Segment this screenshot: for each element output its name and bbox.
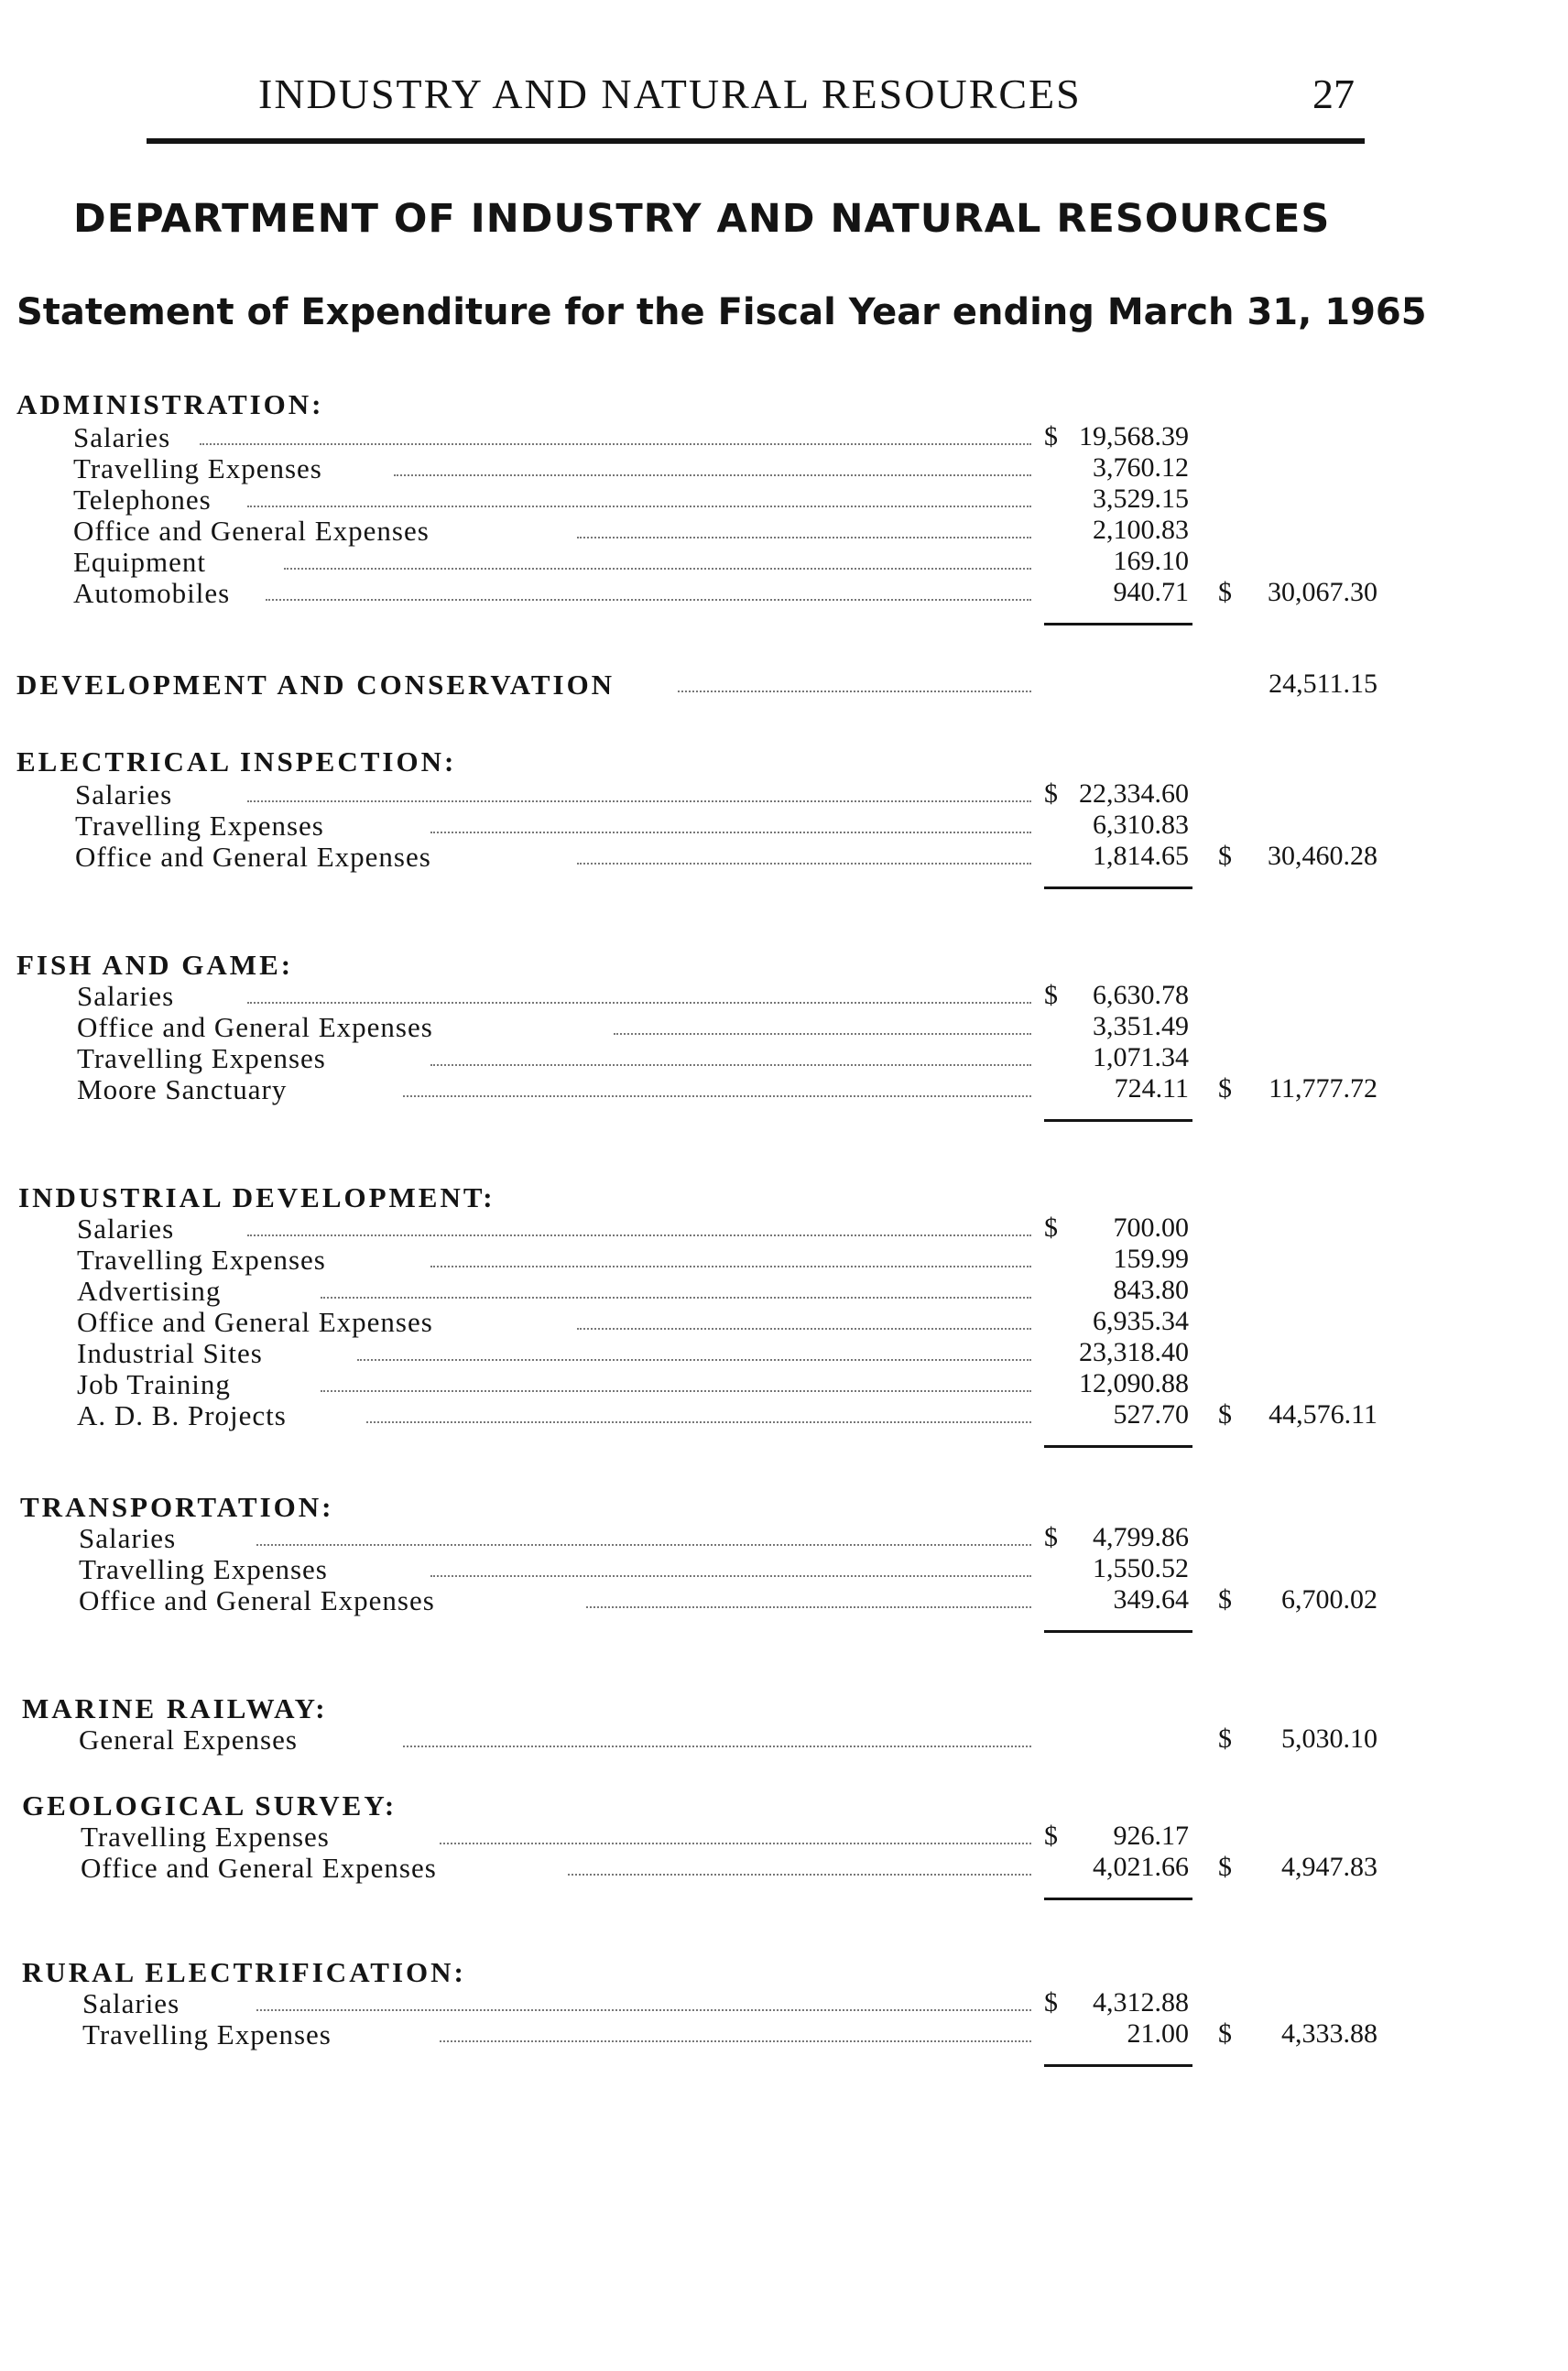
line-item (0, 1042, 1568, 1073)
item-amount: 4,799.86 (1093, 1522, 1189, 1552)
line-item (0, 1584, 1568, 1615)
dot-leader (568, 1874, 1031, 1876)
subtotal-rule (1044, 2064, 1192, 2067)
dollar-sign: $ (1218, 1073, 1232, 1104)
item-label: Job Training (77, 1368, 231, 1400)
line-item (0, 1011, 1568, 1042)
item-label: Office and General Expenses (81, 1852, 437, 1884)
header-rule (147, 138, 1365, 144)
page-header (0, 70, 1568, 134)
item-label: Salaries (73, 421, 171, 453)
dollar-sign: $ (1218, 841, 1232, 871)
line-item (0, 1337, 1568, 1368)
item-label: Salaries (77, 980, 175, 1012)
dot-leader (366, 1421, 1031, 1423)
dollar-sign: $ (1218, 1399, 1232, 1430)
dollar-sign: $ (1218, 577, 1232, 607)
item-amount: 349.64 (1113, 1584, 1189, 1615)
dot-leader (430, 1575, 1031, 1577)
item-label: Automobiles (73, 577, 231, 609)
item-amount: 19,568.39 (1079, 421, 1189, 451)
line-item (0, 1399, 1568, 1430)
line-item (0, 1073, 1568, 1104)
item-amount: 3,529.15 (1093, 484, 1189, 514)
dollar-sign: $ (1218, 1584, 1232, 1615)
item-label: Moore Sanctuary (77, 1073, 288, 1105)
item-label: Office and General Expenses (73, 515, 430, 547)
item-amount: 4,021.66 (1093, 1852, 1189, 1882)
section-heading: INDUSTRIAL DEVELOPMENT: (18, 1181, 495, 1213)
dollar-sign: $ (1218, 1852, 1232, 1882)
item-label: Office and General Expenses (77, 1011, 433, 1043)
dot-leader (247, 1002, 1031, 1004)
section-total: 30,067.30 (1268, 577, 1377, 607)
dollar-sign: $ (1044, 1522, 1058, 1552)
dot-leader (266, 599, 1031, 601)
item-label: Industrial Sites (77, 1337, 263, 1369)
dollar-sign: $ (1044, 1987, 1058, 2018)
subtotal-rule (1044, 1898, 1192, 1900)
dot-leader (440, 2040, 1031, 2042)
dot-leader (577, 537, 1031, 538)
line-item (0, 1213, 1568, 1244)
item-label: General Expenses (79, 1724, 298, 1756)
item-amount: 22,334.60 (1079, 778, 1189, 809)
item-amount: 159.99 (1113, 1244, 1189, 1274)
item-label: Travelling Expenses (79, 1553, 328, 1585)
dot-leader (430, 1266, 1031, 1267)
section-heading: DEVELOPMENT AND CONSERVATION (16, 669, 615, 701)
item-amount: 940.71 (1113, 577, 1189, 607)
dot-leader (247, 506, 1031, 507)
dollar-sign: $ (1218, 2018, 1232, 2049)
dot-leader (200, 443, 1031, 445)
page-number: 27 (1312, 71, 1355, 117)
line-item (0, 577, 1568, 608)
line-item (0, 421, 1568, 452)
section-heading: RURAL ELECTRIFICATION: (22, 1956, 466, 1988)
item-amount: 1,814.65 (1093, 841, 1189, 871)
item-label: Salaries (77, 1213, 175, 1245)
subtotal-rule (1044, 886, 1192, 889)
item-label: Salaries (75, 778, 173, 810)
item-amount: 6,935.34 (1093, 1306, 1189, 1336)
item-label: Advertising (77, 1275, 222, 1307)
section-heading: GEOLOGICAL SURVEY: (22, 1789, 397, 1822)
line-item (0, 810, 1568, 841)
line-item (0, 1275, 1568, 1306)
item-amount: 1,550.52 (1093, 1553, 1189, 1583)
dollar-sign: $ (1044, 1821, 1058, 1851)
dot-leader (403, 1746, 1031, 1747)
dot-leader (577, 1328, 1031, 1330)
section-heading: FISH AND GAME: (16, 949, 294, 981)
item-label: Equipment (73, 546, 207, 578)
section-total: 24,511.15 (1269, 669, 1377, 699)
section-heading: ADMINISTRATION: (16, 388, 324, 420)
item-amount: 3,760.12 (1093, 452, 1189, 483)
subtotal-rule (1044, 623, 1192, 625)
dot-leader (403, 1095, 1031, 1097)
item-label: Travelling Expenses (82, 2018, 332, 2050)
dot-leader (678, 691, 1031, 692)
dot-leader (430, 1064, 1031, 1066)
line-item (0, 1522, 1568, 1553)
dot-leader (440, 1843, 1031, 1844)
dot-leader (321, 1297, 1031, 1299)
line-item (0, 2018, 1568, 2050)
dollar-sign: $ (1044, 980, 1058, 1010)
dollar-sign: $ (1044, 421, 1058, 451)
item-amount: 6,310.83 (1093, 810, 1189, 840)
section-total: 11,777.72 (1269, 1073, 1377, 1104)
dot-leader (357, 1359, 1031, 1361)
item-label: Office and General Expenses (75, 841, 431, 873)
item-amount: 6,630.78 (1093, 980, 1189, 1010)
item-amount: 2,100.83 (1093, 515, 1189, 545)
item-amount: 1,071.34 (1093, 1042, 1189, 1072)
line-item (0, 1821, 1568, 1852)
item-label: Travelling Expenses (73, 452, 322, 484)
item-label: Salaries (79, 1522, 177, 1554)
dot-leader (430, 832, 1031, 833)
line-item (0, 515, 1568, 546)
line-item (0, 669, 1568, 700)
dot-leader (247, 800, 1031, 802)
item-amount: 700.00 (1113, 1213, 1189, 1243)
subtotal-rule (1044, 1445, 1192, 1448)
item-label: Travelling Expenses (75, 810, 324, 842)
dollar-sign: $ (1218, 1724, 1232, 1754)
running-title: INDUSTRY AND NATURAL RESOURCES (258, 71, 1082, 117)
item-amount: 21.00 (1127, 2018, 1189, 2049)
line-item (0, 1306, 1568, 1337)
item-amount: 724.11 (1114, 1073, 1189, 1104)
line-item (0, 778, 1568, 810)
dot-leader (256, 2009, 1031, 2011)
item-amount: 3,351.49 (1093, 1011, 1189, 1041)
dollar-sign: $ (1044, 1213, 1058, 1243)
dot-leader (321, 1390, 1031, 1392)
item-label: Travelling Expenses (77, 1042, 326, 1074)
subtotal-rule (1044, 1119, 1192, 1122)
dot-leader (284, 568, 1031, 570)
line-item (0, 980, 1568, 1011)
line-item (0, 1852, 1568, 1883)
dot-leader (586, 1606, 1031, 1608)
line-item (0, 452, 1568, 484)
dot-leader (256, 1544, 1031, 1546)
document-title: DEPARTMENT OF INDUSTRY AND NATURAL RESOURCES (73, 196, 1331, 242)
line-item (0, 1244, 1568, 1275)
line-item (0, 1553, 1568, 1584)
item-amount: 12,090.88 (1079, 1368, 1189, 1398)
dollar-sign: $ (1044, 778, 1058, 809)
dot-leader (247, 1234, 1031, 1236)
item-amount: 4,312.88 (1093, 1987, 1189, 2018)
section-total: 4,947.83 (1281, 1852, 1377, 1882)
statement-subtitle: Statement of Expenditure for the Fiscal Year ending March 31, 1965 (16, 291, 1427, 333)
section-total: 5,030.10 (1281, 1724, 1377, 1754)
section-total: 44,576.11 (1269, 1399, 1377, 1430)
section-heading: ELECTRICAL INSPECTION: (16, 745, 457, 778)
section-total: 6,700.02 (1281, 1584, 1377, 1615)
subtotal-rule (1044, 1630, 1192, 1633)
line-item (0, 1724, 1568, 1755)
item-label: A. D. B. Projects (77, 1399, 287, 1431)
section-heading: TRANSPORTATION: (20, 1491, 334, 1523)
dot-leader (577, 863, 1031, 865)
item-amount: 527.70 (1113, 1399, 1189, 1430)
item-amount: 169.10 (1113, 546, 1189, 576)
item-label: Travelling Expenses (77, 1244, 326, 1276)
section-total: 4,333.88 (1281, 2018, 1377, 2049)
item-label: Telephones (73, 484, 212, 516)
line-item (0, 546, 1568, 577)
line-item (0, 1368, 1568, 1399)
dot-leader (614, 1033, 1031, 1035)
section-heading: MARINE RAILWAY: (22, 1692, 328, 1724)
item-label: Travelling Expenses (81, 1821, 330, 1853)
section-total: 30,460.28 (1268, 841, 1377, 871)
dot-leader (394, 474, 1031, 476)
item-label: Salaries (82, 1987, 180, 2019)
item-label: Office and General Expenses (79, 1584, 435, 1616)
item-label: Office and General Expenses (77, 1306, 433, 1338)
item-amount: 843.80 (1113, 1275, 1189, 1305)
line-item (0, 484, 1568, 515)
line-item (0, 1987, 1568, 2018)
item-amount: 926.17 (1113, 1821, 1189, 1851)
item-amount: 23,318.40 (1079, 1337, 1189, 1367)
line-item (0, 841, 1568, 872)
